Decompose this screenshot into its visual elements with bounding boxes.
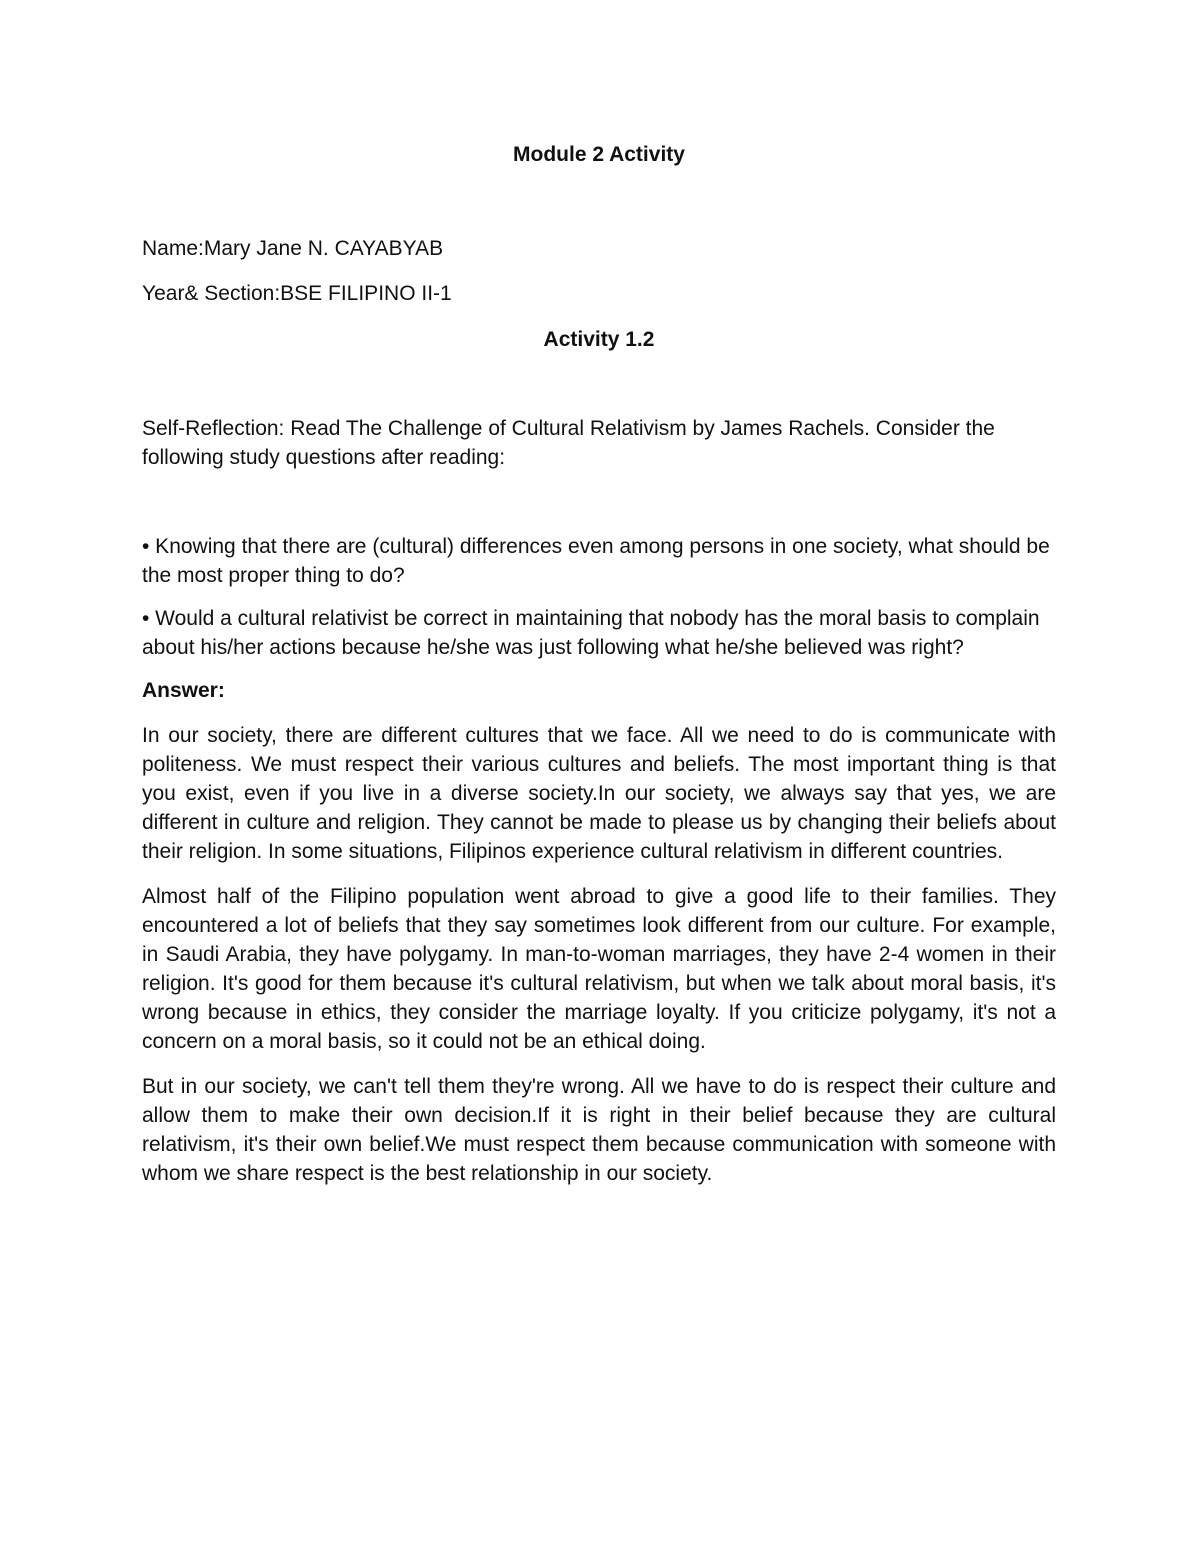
document-title: Module 2 Activity xyxy=(513,143,685,166)
section-label: Year& Section: xyxy=(142,282,281,305)
name-label: Name: xyxy=(142,237,204,260)
instruction-text: Self-Reflection: Read The Challenge of Cultural Relativism by James Rachels. Consider the following study questions after reading: xyxy=(142,417,995,469)
name-field xyxy=(142,234,1056,263)
answer-paragraph: In our society, there are different cultures that we face. All we need to do is communicate with politeness. We must respect their various cultures and beliefs. The most important thing is that you exist, even if you live in a diverse society.In our society, we always say that yes, we are different in culture and religion. They cannot be made to please us by changing their beliefs about their religion. In some situations, Filipinos experience cultural relativism in different countries. xyxy=(142,724,1056,863)
answer-label: Answer: xyxy=(142,679,225,702)
study-question: • Would a cultural relativist be correct in maintaining that nobody has the moral basis to complain about his/her actions because he/she was just following what he/she believed was right? xyxy=(142,607,1040,659)
section-value: BSE FILIPINO II-1 xyxy=(280,282,452,305)
study-questions xyxy=(142,532,1056,662)
answer-paragraph: But in our society, we can't tell them they're wrong. All we have to do is respect their culture and allow them to make their own decision.If it is right in their belief because they are cultural relativism, it's their own belief.We must respect them because communication with someone with whom we share respect is the best relationship in our society. xyxy=(142,1075,1056,1185)
section-field xyxy=(142,279,1056,308)
study-question: • Knowing that there are (cultural) differences even among persons in one society, what should be the most proper thing to do? xyxy=(142,535,1050,587)
answer-paragraph: Almost half of the Filipino population went abroad to give a good life to their families. They encountered a lot of beliefs that they say sometimes look different from our culture. For example, in Saudi Arabia, they have polygamy. In man-to-woman marriages, they have 2-4 women in their religion. It's good for them because it's cultural relativism, but when we talk about moral basis, it's wrong because in ethics, they consider the marriage loyalty. If you criticize polygamy, it's not a concern on a moral basis, so it could not be an ethical doing. xyxy=(142,885,1056,1053)
activity-title: Activity 1.2 xyxy=(543,328,655,351)
document-content xyxy=(142,140,1056,1188)
name-value: Mary Jane N. CAYABYAB xyxy=(203,237,444,260)
